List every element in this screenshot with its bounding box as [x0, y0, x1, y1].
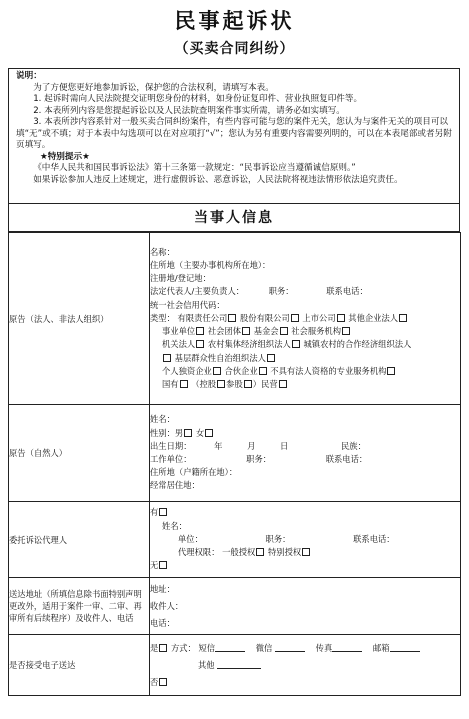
birth-month-label: 月 — [247, 440, 256, 451]
checkbox-icon[interactable] — [267, 354, 275, 362]
authority-special-label: 特别授权 — [267, 547, 302, 558]
plaintiff-natural-label: 原告（自然人） — [9, 405, 150, 502]
org-type-opt-partnership: 合伙企业 — [224, 365, 258, 376]
person-residence-field[interactable]: 住所地（户籍所在地）： — [150, 467, 238, 478]
org-type-opt-share: 参股 — [226, 378, 243, 389]
email-input[interactable] — [390, 643, 420, 652]
instructions-label: 说明： — [16, 71, 42, 81]
org-type-opt-private: ）民营 — [252, 378, 278, 389]
checkbox-icon[interactable] — [280, 327, 288, 335]
org-type-opt-organ: 机关法人 — [162, 339, 196, 350]
special-tip-heading: ★特别提示★ — [40, 151, 90, 162]
service-phone-field[interactable]: 电话： — [150, 617, 175, 628]
org-type-label: 类型： — [150, 312, 175, 323]
e-service-wechat-label: 微信 — [255, 642, 273, 653]
agent-name-field[interactable]: 姓名： — [162, 520, 187, 531]
org-type-opt-social-service: 社会服务机构 — [291, 326, 342, 337]
checkbox-icon[interactable] — [342, 327, 350, 335]
org-type-opt-foundation: 基金会 — [253, 326, 279, 337]
org-type-opt-social-group: 社会团体 — [207, 326, 242, 337]
checkbox-icon[interactable] — [163, 354, 171, 362]
org-type-line-4 — [150, 352, 460, 365]
checkbox-icon[interactable] — [159, 508, 167, 516]
org-type-opt-sole-prop: 个人独资企业 — [162, 365, 212, 376]
org-rep-title-field[interactable]: 职务： — [268, 286, 294, 297]
checkbox-icon[interactable] — [279, 380, 287, 388]
gender-male-label: 男 — [174, 427, 184, 438]
org-type-opt-joint-stock: 股份有限公司 — [239, 312, 290, 323]
e-service-other-label: 其他 — [198, 659, 215, 670]
plaintiff-legal-row — [9, 233, 461, 405]
org-type-opt-institution: 事业单位 — [162, 326, 196, 337]
org-type-opt-professional: 不具有法人资格的专业服务机构 — [270, 365, 387, 376]
checkbox-icon[interactable] — [205, 429, 213, 437]
person-name-field[interactable]: 姓名： — [150, 414, 175, 425]
agent-employer-line — [150, 533, 460, 546]
plaintiff-natural-row — [9, 405, 461, 502]
instructions-item-2: 2. 本表所列内容是您提起诉讼以及人民法院查明案件事实所需，请务必如实填写。 — [33, 105, 345, 116]
checkbox-icon[interactable] — [180, 380, 188, 388]
org-type-line-5 — [150, 365, 460, 378]
checkbox-icon[interactable] — [217, 380, 225, 388]
e-service-no-label: 否 — [150, 676, 159, 687]
wechat-input[interactable] — [275, 643, 305, 652]
agent-yes-line — [150, 506, 460, 519]
checkbox-icon[interactable] — [302, 548, 310, 556]
org-type-line-1 — [150, 312, 460, 325]
org-name-field[interactable]: 名称： — [150, 246, 175, 257]
e-service-yes-line — [150, 640, 460, 657]
person-habitual-field[interactable]: 经常居住地： — [150, 480, 200, 491]
org-type-line-2 — [150, 325, 460, 338]
party-info-table — [8, 232, 461, 696]
agent-authority-line — [150, 546, 460, 559]
checkbox-icon[interactable] — [387, 367, 395, 375]
org-type-opt-grassroots: 基层群众性自治组织法人 — [174, 352, 266, 363]
checkbox-icon[interactable] — [213, 367, 221, 375]
instructions-box — [8, 68, 460, 204]
person-employer-line — [150, 453, 460, 466]
e-service-no-line — [150, 674, 460, 691]
org-rep-field[interactable]: 法定代表人/主要负责人： — [150, 286, 245, 297]
ethnicity-field[interactable]: 民族： — [341, 440, 366, 451]
special-tip-quote: 《中华人民共和国民事诉讼法》第十三条第一款规定：“民事诉讼应当遵循诚信原则。” — [33, 163, 356, 173]
plaintiff-legal-label: 原告（法人、非法人组织） — [9, 233, 150, 405]
e-service-fax-label: 传真 — [315, 642, 333, 653]
checkbox-icon[interactable] — [196, 327, 204, 335]
birth-year-label: 年 — [214, 440, 223, 451]
gender-female-label: 女 — [195, 427, 205, 438]
org-type-opt-cooperative: 城镇农村的合作经济组织法人 — [303, 339, 412, 350]
birth-day-label: 日 — [280, 440, 289, 451]
e-service-fields — [150, 635, 461, 696]
instructions-item-1: 1. 起诉时需向人民法院提交证明您身份的材料，如身份证复印件、营业执照复印件等。 — [33, 94, 363, 104]
person-title-field[interactable]: 职务： — [246, 454, 272, 464]
e-service-sms-label: 短信 — [198, 642, 216, 653]
e-service-row — [9, 635, 461, 696]
agent-authority-label: 代理权限： — [178, 547, 220, 558]
org-address-field[interactable]: 住所地（主要办事机构所在地）： — [150, 260, 271, 271]
person-phone-field[interactable]: 联系电话： — [325, 454, 368, 464]
e-service-yes-label: 是 — [150, 642, 159, 653]
checkbox-icon[interactable] — [159, 561, 167, 569]
checkbox-icon[interactable] — [184, 429, 192, 437]
org-type-opt-rural-collective: 农村集体经济组织法人 — [207, 339, 291, 350]
checkbox-icon[interactable] — [228, 314, 236, 322]
instructions-intro: 为了方便您更好地参加诉讼，保护您的合法权利，请填写本表。 — [33, 82, 274, 93]
agent-no-label: 无 — [150, 560, 159, 571]
gender-label: 性别： — [150, 427, 175, 438]
org-phone-field[interactable]: 联系电话： — [326, 286, 368, 297]
checkbox-icon[interactable] — [292, 340, 300, 348]
person-gender-line — [150, 427, 460, 440]
org-type-opt-llc: 有限责任公司 — [177, 312, 228, 323]
service-address-row — [9, 578, 461, 635]
checkbox-icon[interactable] — [259, 367, 267, 375]
org-type-opt-holding: （控股 — [191, 378, 217, 389]
special-tip-warning: 如果诉讼参加人违反上述规定，进行虚假诉讼、恶意诉讼，人民法院将视违法情形依法追究责任。 — [33, 174, 403, 185]
section-heading-party-info: 当事人信息 — [8, 204, 460, 232]
checkbox-icon[interactable] — [291, 314, 299, 322]
agent-row — [9, 502, 461, 578]
agent-phone-field[interactable]: 联系电话： — [353, 533, 395, 544]
checkbox-icon[interactable] — [399, 314, 407, 322]
e-service-method-label: 方式： — [170, 642, 196, 653]
plaintiff-natural-fields — [150, 405, 461, 502]
checkbox-icon[interactable] — [196, 340, 204, 348]
checkbox-icon[interactable] — [337, 314, 345, 322]
org-registered-field[interactable]: 注册地/登记地： — [150, 273, 211, 284]
checkbox-icon[interactable] — [242, 327, 250, 335]
checkbox-icon[interactable] — [256, 548, 264, 556]
checkbox-icon[interactable] — [244, 380, 252, 388]
org-type-line-6 — [150, 378, 460, 391]
agent-yes-label: 有 — [150, 507, 159, 518]
service-address-field[interactable]: 地址： — [150, 583, 175, 594]
authority-general-label: 一般授权 — [222, 547, 256, 558]
agent-employer-field[interactable]: 单位： — [178, 533, 203, 544]
org-type-opt-listed: 上市公司 — [302, 312, 336, 323]
sms-input[interactable] — [215, 643, 245, 652]
person-birth-line — [150, 440, 460, 453]
e-service-label: 是否接受电子送达 — [9, 635, 150, 696]
other-method-input[interactable] — [217, 660, 261, 669]
person-employer-field[interactable]: 工作单位： — [150, 454, 192, 464]
service-address-label: 送达地址（所填信息除书面特别声明更改外，适用于案件一审、二审、再审所有后续程序）及收件人、电话 — [9, 578, 150, 635]
org-rep-line — [150, 285, 460, 298]
agent-label: 委托诉讼代理人 — [9, 502, 150, 578]
org-type-opt-state-owned: 国有 — [162, 378, 179, 389]
checkbox-icon[interactable] — [159, 678, 167, 686]
fax-input[interactable] — [332, 643, 362, 652]
birth-date-field[interactable]: 出生日期： — [150, 440, 192, 451]
agent-fields — [150, 502, 461, 578]
org-type-opt-other-corp: 其他企业法人 — [348, 312, 399, 323]
org-type-line-3 — [150, 338, 460, 351]
e-service-email-label: 邮箱 — [372, 642, 390, 653]
e-service-other-line — [150, 657, 460, 674]
service-recipient-field[interactable]: 收件人： — [150, 600, 184, 611]
plaintiff-legal-fields — [150, 233, 461, 405]
agent-title-field[interactable]: 职务： — [265, 533, 291, 544]
agent-no-line — [150, 559, 460, 572]
org-credit-code-field[interactable]: 统一社会信用代码： — [150, 299, 225, 310]
checkbox-icon[interactable] — [159, 644, 167, 652]
document-title: 民事起诉状 — [174, 8, 295, 33]
service-address-fields — [150, 578, 461, 635]
instructions-item-3: 3. 本表所涉内容系针对一般买卖合同纠纷案件，有些内容可能与您的案件无关，您认为与案件无关的项目可以填“无”或不填；对于本表中勾选项可以在对应项打“√”；您认为另有重要内容需要列明的，可以在本表尾部或者另附页填写。 — [16, 117, 452, 150]
document-subtitle: （买卖合同纠纷） — [174, 41, 295, 57]
